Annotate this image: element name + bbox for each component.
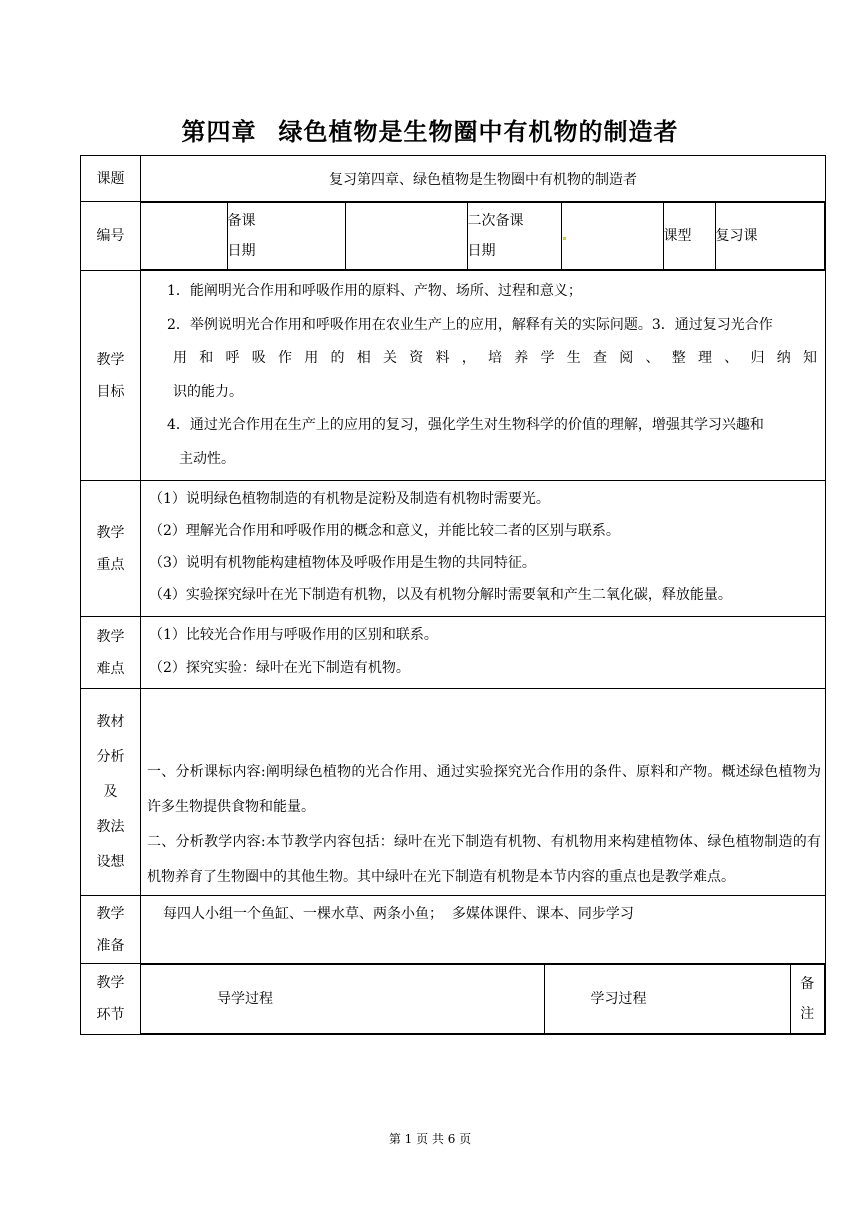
label-goals: 教学 目标 [81,271,141,481]
goal-item-2-line-2: 用 和 呼 吸 作 用 的 相 关 资 料 ， 培 养 学 生 查 阅 、 整 理 、 归 纳 知 [173,350,817,366]
row-analysis [81,689,826,896]
label-topic: 课题 [81,156,141,202]
learn-process-header: 学习过程 [544,965,790,1034]
second-prep-label: 二次备课 日期 [467,203,561,270]
title-chapter: 第四章 [181,118,257,146]
row-preparation [81,896,826,964]
note-header: 备 注 [790,965,825,1034]
prep-date-label: 备课 日期 [227,203,345,270]
difficulty-1: （1）比较光合作用与呼吸作用的区别和联系。 [149,627,438,643]
key-point-2: （2）理解光合作用和呼吸作用的概念和意义，并能比较二者的区别与联系。 [149,523,620,539]
key-points-content [141,481,826,617]
key-point-1: （1）说明绿色植物制造的有机物是淀粉及制造有机物时需要光。 [149,491,550,507]
label-preparation: 教学 准备 [81,896,141,964]
goals-content [141,271,826,481]
process-subgrid [141,964,826,1035]
title-text: 绿色植物是生物圈中有机物的制造者 [278,118,679,146]
analysis-content [141,689,826,896]
row-goals [81,271,826,481]
row-difficulties [81,617,826,689]
analysis-paragraph-2: 二、分析教学内容:本节教学内容包括：绿叶在光下制造有机物、有机物用来构建植物体、绿色植物制造的有机物养育了生物圈中的其他生物。其中绿叶在光下制造有机物是本节内容的重点也是教学难点。 [147,834,821,885]
page-title [0,112,860,147]
goal-item-4-line-2: 主动性。 [179,450,235,467]
row-number [81,202,826,271]
row-topic [81,156,826,202]
row-process [81,964,826,1035]
difficulty-2: （2）探究实验：绿叶在光下制造有机物。 [149,659,410,676]
label-analysis: 教材 分析 及 教法 设想 [81,689,141,896]
preparation-content: 每四人小组一个鱼缸、一棵水草、两条小鱼； 多媒体课件、课本、同步学习 [141,896,826,964]
guide-process-header: 导学过程 [141,965,544,1034]
type-value: 复习课 [715,203,825,270]
key-point-4: （4）实验探究绿叶在光下制造有机物，以及有机物分解时需要氧和产生二氧化碳，释放能量。 [149,587,732,603]
key-point-3: （3）说明有机物能构建植物体及呼吸作用是生物的共同特征。 [149,555,536,571]
number-value [141,203,227,270]
difficulties-content [141,617,826,689]
topic-value: 复习第四章、绿色植物是生物圈中有机物的制造者 [141,156,826,202]
lesson-plan-table [80,155,826,1035]
second-prep-value [561,203,663,270]
analysis-paragraph-1: 一、分析课标内容:阐明绿色植物的光合作用、通过实验探究光合作用的条件、原料和产物。概述绿色植物为许多生物提供食物和能量。 [147,764,821,815]
label-number: 编号 [81,202,141,271]
number-subgrid [141,202,826,271]
row-key-points [81,481,826,617]
label-process: 教学 环节 [81,964,141,1035]
label-difficulties: 教学 难点 [81,617,141,689]
page-footer: 第 1 页 共 6 页 [388,1132,472,1146]
prep-date-value [345,203,467,270]
type-label: 课型 [663,203,715,270]
goal-item-2-line-3: 识的能力。 [173,383,243,400]
label-key-points: 教学 重点 [81,481,141,617]
goal-item-2-line-1: 2．举例说明光合作用和呼吸作用在农业生产上的应用，解释有关的实际问题。3．通过复习光合作 [167,316,773,333]
goal-item-1: 1．能阐明光合作用和呼吸作用的原料、产物、场所、过程和意义； [167,283,582,299]
goal-item-4-line-1: 4．通过光合作用在生产上的应用的复习，强化学生对生物科学的价值的理解，增强其学习兴趣和 [167,417,764,433]
